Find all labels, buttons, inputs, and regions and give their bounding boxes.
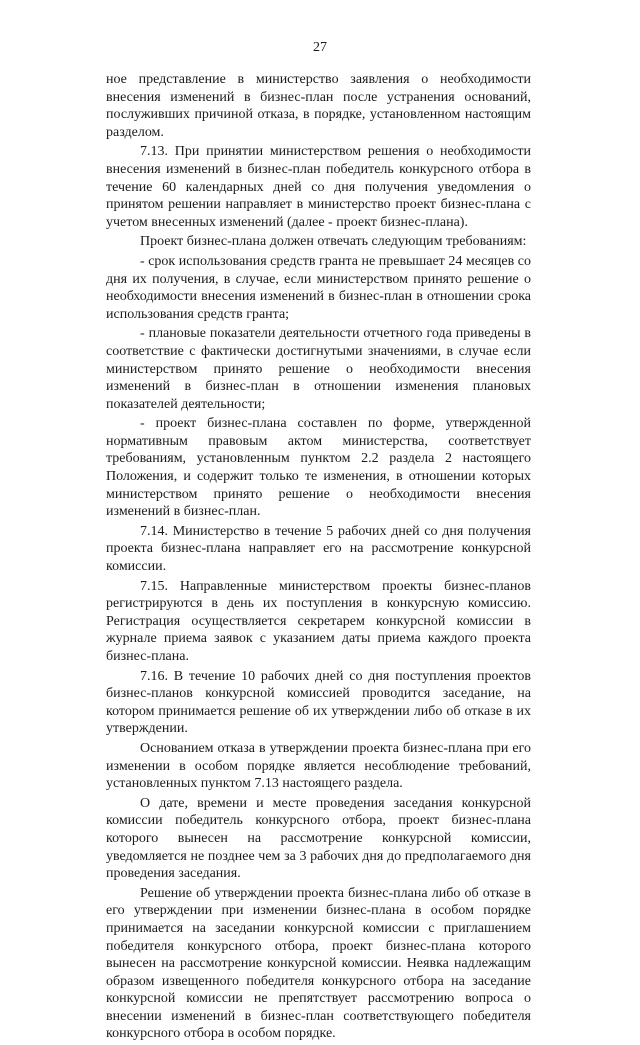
paragraph-requirement-grant-term: - срок использования средств гранта не превышает 24 месяцев со дня их получения, в случае, если министерством принято решение о необходимости внесения изменений в бизнес-план в отношении срока использования средств гранта; bbox=[106, 253, 531, 322]
paragraph-requirement-plan-indicators: - плановые показатели деятельности отчетного года приведены в соответствие с фактически достигнутыми значениями, в случае если министерством принято решение о необходимости внесения изменений в бизнес-план в отношении изменения плановых показателей деятельности; bbox=[106, 326, 531, 412]
page-number: 27 bbox=[313, 40, 327, 55]
paragraph-notification: О дате, времени и месте проведения заседания конкурсной комиссии победитель конкурсного отбора, проект бизнес-плана которого вынесен на рассмотрение конкурсной комиссии, уведомляется не позднее чем за 3 рабочих дня до предполагаемого дня проведения заседания. bbox=[106, 795, 531, 882]
document-body bbox=[106, 71, 531, 1045]
paragraph-7-13: 7.13. При принятии министерством решения о необходимости внесения изменений в бизнес-план победитель конкурсного отбора в течение 60 календарных дней со дня получения уведомления о принятом решении направляет в министерство проект бизнес-плана с учетом внесенных изменений (далее - проект бизнес-плана). bbox=[106, 144, 531, 230]
paragraph-refusal-grounds: Основанием отказа в утверждении проекта бизнес-плана при его изменении в особом порядке является несоблюдение требований, установленных пунктом 7.13 настоящего раздела. bbox=[106, 740, 531, 792]
paragraph-continuation: ное представление в министерство заявления о необходимости внесения изменений в бизнес-план после устранения оснований, послуживших причиной отказа, в порядке, установленном настоящим разделом. bbox=[106, 72, 531, 140]
paragraph-7-14: 7.14. Министерство в течение 5 рабочих дней со дня получения проекта бизнес-плана направляет его на рассмотрение конкурсной комиссии. bbox=[106, 523, 531, 575]
paragraph-decision: Решение об утверждении проекта бизнес-плана либо об отказе в его утверждении при изменении бизнес-плана в особом порядке принимается на заседании конкурсной комиссии с приглашением победителя конкурсного отбора, проект бизнес-плана которого вынесен на рассмотрение конкурсной комиссии. Неявка надлежащим образом извещенного победителя конкурсного отбора на заседание конкурсной комиссии не препятствует рассмотрению вопроса о внесении изменений в бизнес-план соответствующего победителя конкурсного отбора в особом порядке. bbox=[106, 885, 531, 1042]
paragraph-requirements-intro: Проект бизнес-плана должен отвечать следующим требованиям: bbox=[140, 234, 527, 250]
paragraph-7-15: 7.15. Направленные министерством проекты бизнес-планов регистрируются в день их поступления в конкурсную комиссию. Регистрация осуществляется секретарем конкурсной комиссии в журнале приема заявок с указанием даты приема каждого проекта бизнес-плана. bbox=[106, 578, 531, 664]
paragraph-7-16: 7.16. В течение 10 рабочих дней со дня поступления проектов бизнес-планов конкурсной комиссией проводится заседание, на котором принимается решение об их утверждении либо об отказе в их утверждении. bbox=[106, 668, 531, 737]
paragraph-requirement-form: - проект бизнес-плана составлен по форме, утвержденной нормативным правовым актом министерства, соответствует требованиям, установленным пунктом 2.2 раздела 2 настоящего Положения, и содержит только те изменения, в отношении которых министерством принято решение о необходимости внесения изменений в бизнес-план. bbox=[106, 416, 531, 520]
